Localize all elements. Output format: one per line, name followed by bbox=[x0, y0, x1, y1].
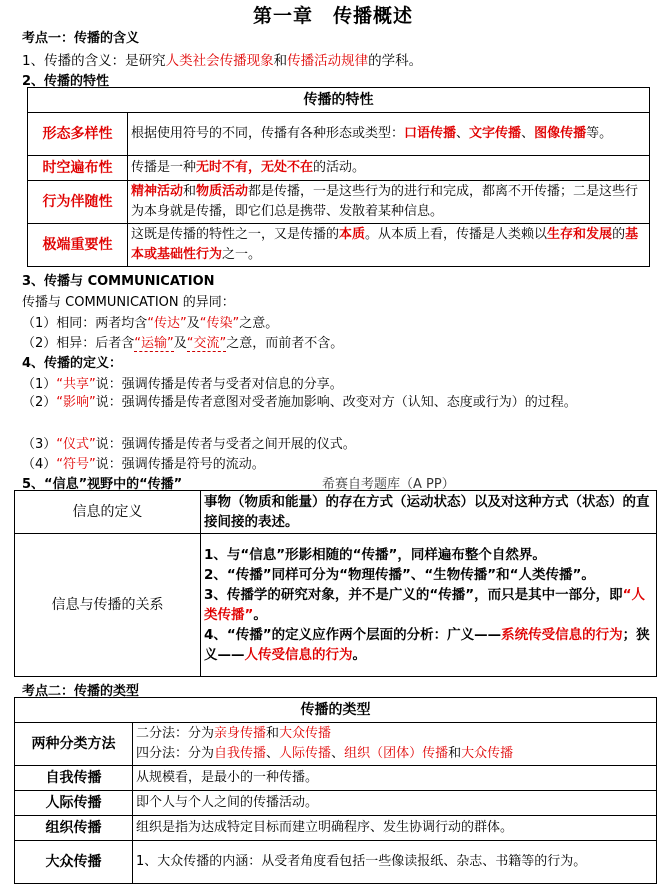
classification-line bbox=[136, 724, 653, 744]
text: ；狭义—— bbox=[204, 627, 650, 663]
row-text: 从规模看，是最小的一种传播。 bbox=[133, 766, 657, 791]
row-text bbox=[128, 156, 650, 181]
relation-point: 1、与“信息”形影相随的“传播”，同样遍布整个自然界。 bbox=[204, 547, 546, 563]
red-text: 大众传播 bbox=[461, 746, 514, 761]
row-text: 即个人与个人之间的传播活动。 bbox=[133, 791, 657, 816]
text: 之一。 bbox=[222, 247, 262, 262]
row-text bbox=[128, 181, 650, 224]
text: 之意。 bbox=[239, 316, 279, 331]
text: 和 bbox=[266, 726, 280, 741]
red-text: “交流” bbox=[186, 336, 227, 351]
red-text: 组织（团体）传播 bbox=[344, 746, 449, 761]
comparison-different bbox=[22, 332, 343, 351]
text: （2） bbox=[22, 395, 57, 410]
row-label: 自我传播 bbox=[15, 766, 133, 791]
section-3-heading: 3、传播与 COMMUNICATION bbox=[22, 274, 215, 289]
row-label: 极端重要性 bbox=[28, 224, 128, 267]
red-text: 大众传播 bbox=[279, 726, 332, 741]
types-table bbox=[14, 697, 657, 884]
text: 二分法：分为 bbox=[136, 726, 215, 741]
text: 、 bbox=[331, 746, 345, 761]
red-text: 传播活动规律 bbox=[287, 53, 369, 69]
relation-point bbox=[204, 625, 653, 665]
row-label: 时空遍布性 bbox=[28, 156, 128, 181]
text: 说：强调传播是传者意图对受者施加影响、改变对方（认知、态度或行为）的过程。 bbox=[95, 395, 577, 410]
section-5-heading: 5、“信息”视野中的“传播” bbox=[22, 477, 183, 492]
row-text bbox=[133, 723, 657, 766]
text: 说：强调传播是传者与受者对信息的分享。 bbox=[95, 377, 343, 392]
row-label: 行为伴随性 bbox=[28, 181, 128, 224]
red-text: 人传受信息的行为 bbox=[244, 647, 353, 663]
red-text: 生存和发展 bbox=[547, 227, 613, 242]
text: 1、传播的含义：是研究 bbox=[22, 53, 166, 69]
red-text: “传达” bbox=[147, 316, 187, 331]
text: （2）相异：后者含 bbox=[22, 336, 135, 351]
red-text: 系统传受信息的行为 bbox=[501, 627, 623, 643]
definition-item bbox=[22, 393, 662, 413]
definition-line bbox=[22, 49, 422, 69]
text: 。从本质上看，传播是人类赖以 bbox=[365, 227, 548, 242]
row-label: 组织传播 bbox=[15, 816, 133, 841]
text: 四分法：分为 bbox=[136, 746, 215, 761]
text: 的学科。 bbox=[368, 53, 423, 69]
red-text: 图像传播 bbox=[534, 126, 587, 141]
row-label: 人际传播 bbox=[15, 791, 133, 816]
red-text: 基本或基础性行为 bbox=[131, 227, 639, 262]
text: 根据使用符号的不同，传播有各种形态或类型： bbox=[131, 126, 405, 141]
row-text bbox=[128, 113, 650, 156]
text: 和 bbox=[183, 184, 197, 199]
section-k1-heading: 考点一：传播的含义 bbox=[22, 31, 140, 46]
text: 等。 bbox=[586, 126, 613, 141]
text: （4） bbox=[22, 457, 57, 472]
text: 3、传播学的研究对象，并不是广义的“传播”，而只是其中一部分，即 bbox=[204, 587, 623, 603]
text: 说：强调传播是符号的流动。 bbox=[95, 457, 265, 472]
row-label: 两种分类方法 bbox=[15, 723, 133, 766]
red-text: “传染” bbox=[199, 316, 240, 331]
red-text: “共享” bbox=[56, 377, 96, 392]
watermark-text: 希赛自考题库（A PP） bbox=[322, 477, 455, 492]
red-text: “影响” bbox=[56, 395, 96, 410]
red-text: “符号” bbox=[56, 457, 96, 472]
text: 及 bbox=[186, 316, 200, 331]
red-text: “人类传播” bbox=[204, 587, 646, 623]
comparison-similar bbox=[22, 312, 278, 331]
section-2-heading: 2、传播的特性 bbox=[22, 74, 110, 89]
red-text: 亲身传播 bbox=[214, 726, 267, 741]
text: 传播是一种 bbox=[131, 160, 197, 175]
red-text: 无时不有，无处不在 bbox=[196, 160, 314, 175]
text: 都是传播，一是这些行为的进行和完成，都离不开传播；二是这些行为本身就是传播，即它们总是携带、发散着某种信息。 bbox=[131, 184, 639, 219]
comparison-intro: 传播与 COMMUNICATION 的异同： bbox=[22, 295, 235, 310]
row-label: 形态多样性 bbox=[28, 113, 128, 156]
row-text bbox=[128, 224, 650, 267]
red-text: 口语传播 bbox=[404, 126, 457, 141]
red-text: 人际传播 bbox=[279, 746, 332, 761]
red-text: “运输” bbox=[134, 336, 174, 351]
table-header: 传播的类型 bbox=[15, 698, 657, 723]
definition-item bbox=[22, 373, 343, 392]
row-text: 组织是指为达成特定目标而建立明确程序、发生协调行动的群体。 bbox=[133, 816, 657, 841]
red-text: 精神活动 bbox=[131, 184, 184, 199]
text: 、 bbox=[456, 126, 470, 141]
table-header: 传播的特性 bbox=[28, 88, 650, 113]
text: 。 bbox=[352, 647, 366, 663]
definition-item bbox=[22, 433, 356, 452]
text: 的活动。 bbox=[313, 160, 366, 175]
text: 、 bbox=[521, 126, 535, 141]
relation-point bbox=[204, 585, 653, 625]
text: 和 bbox=[448, 746, 462, 761]
definition-item bbox=[22, 453, 265, 472]
text: 及 bbox=[173, 336, 187, 351]
classification-line bbox=[136, 744, 653, 764]
red-text: 物质活动 bbox=[196, 184, 249, 199]
row-label: 信息的定义 bbox=[15, 491, 201, 534]
relation-point: 2、“传播”同样可分为“物理传播”、“生物传播”和“人类传播”。 bbox=[204, 567, 595, 583]
red-text: 人类社会传播现象 bbox=[165, 53, 274, 69]
text: 之意，而前者不含。 bbox=[226, 336, 344, 351]
characteristics-table bbox=[27, 87, 650, 267]
text: （1） bbox=[22, 377, 57, 392]
text: 、 bbox=[266, 746, 280, 761]
text: （1）相同：两者均含 bbox=[22, 316, 148, 331]
red-text: 自我传播 bbox=[214, 746, 267, 761]
text: 4、“传播”的定义应作两个层面的分析：广义—— bbox=[204, 627, 502, 643]
row-label: 信息与传播的关系 bbox=[15, 534, 201, 677]
red-text: 文字传播 bbox=[469, 126, 522, 141]
text: 的 bbox=[612, 227, 626, 242]
row-label: 大众传播 bbox=[15, 841, 133, 884]
section-k2-heading: 考点二：传播的类型 bbox=[22, 684, 140, 699]
text: 这既是传播的特性之一，又是传播的 bbox=[131, 227, 340, 242]
red-text: “仪式” bbox=[56, 437, 96, 452]
text: 说：强调传播是传者与受者之间开展的仪式。 bbox=[95, 437, 356, 452]
row-text: 1、大众传播的内涵：从受者角度看包括一些像读报纸、杂志、书籍等的行为。 bbox=[133, 841, 657, 884]
row-text: 事物（物质和能量）的存在方式（运动状态）以及对这种方式（状态）的直接间接的表述。 bbox=[201, 491, 657, 534]
section-4-heading: 4、传播的定义： bbox=[22, 356, 123, 371]
page-title: 第一章 传播概述 bbox=[252, 5, 413, 27]
info-table bbox=[14, 490, 657, 677]
text: （3） bbox=[22, 437, 57, 452]
text: 和 bbox=[273, 53, 288, 69]
row-text bbox=[201, 534, 657, 677]
red-text: 本质 bbox=[339, 227, 366, 242]
text: 。 bbox=[253, 607, 267, 623]
